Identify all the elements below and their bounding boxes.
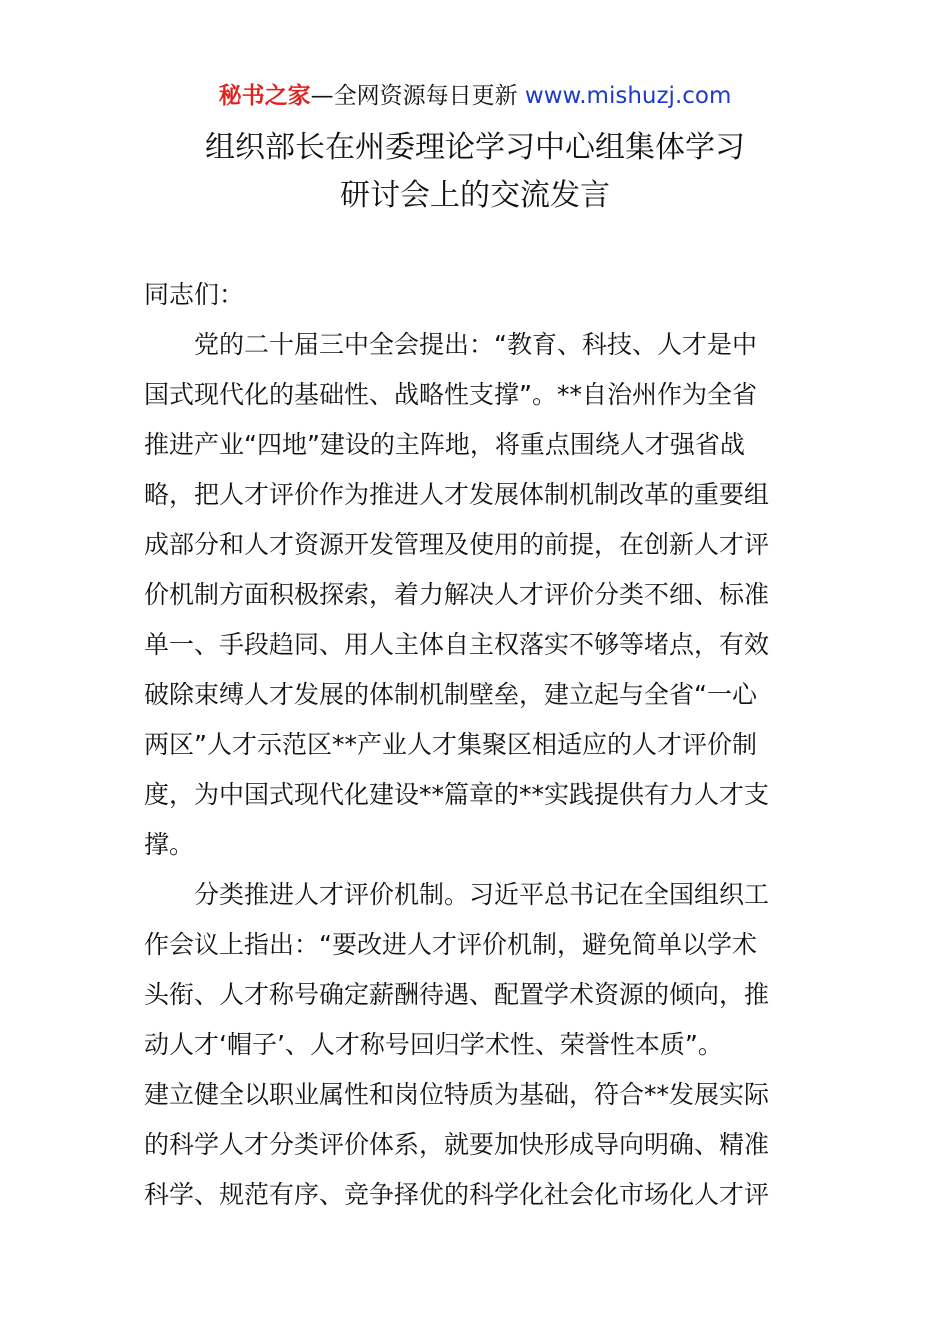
paragraph-line: 单一、手段趋同、用人主体自主权落实不够等堵点，有效: [144, 630, 770, 659]
paragraph-line: 成部分和人才资源开发管理及使用的前提，在创新人才评: [144, 530, 770, 559]
paragraph-2: [144, 870, 809, 1220]
greeting-text: 同志们：: [144, 280, 245, 309]
site-url[interactable]: www.mishuzj.com: [524, 83, 732, 109]
paragraph-line: 撑。: [144, 830, 195, 859]
greeting: [144, 270, 809, 320]
paragraph-line: 头衔、人才称号确定薪酬待遇、配置学术资源的倾向，推: [144, 980, 770, 1009]
paragraph-line: 作会议上指出：“要改进人才评价机制，避免简单以学术: [144, 930, 757, 959]
paragraph-line: 动人才‘帽子’、人才称号回归学术性、荣誉性本质”。: [144, 1030, 723, 1059]
paragraph-line: 两区”人才示范区**产业人才集聚区相适应的人才评价制: [144, 730, 757, 759]
header-tagline: —全网资源每日更新: [310, 83, 525, 109]
paragraph-line: 分类推进人才评价机制。习近平总书记在全国组织工: [144, 880, 770, 909]
paragraph-line: 略，把人才评价作为推进人才发展体制机制改革的重要组: [144, 480, 770, 509]
document-title-line-1: 组织部长在州委理论学习中心组集体学习: [205, 130, 745, 165]
paragraph-line: 破除束缚人才发展的体制机制壁垒，建立起与全省“一心: [144, 680, 757, 709]
document-title-line-2: 研讨会上的交流发言: [340, 178, 610, 213]
paragraph-line: 建立健全以职业属性和岗位特质为基础，符合**发展实际: [144, 1080, 770, 1109]
paragraph-line: 价机制方面积极探索，着力解决人才评价分类不细、标准: [144, 580, 770, 609]
paragraph-line: 国式现代化的基础性、战略性支撑”。**自治州作为全省: [144, 380, 757, 409]
site-header: [0, 80, 950, 112]
paragraph-1: [144, 320, 809, 870]
paragraph-line: 党的二十届三中全会提出：“教育、科技、人才是中: [144, 330, 757, 359]
paragraph-line: 科学、规范有序、竞争择优的科学化社会化市场化人才评: [144, 1180, 770, 1209]
brand-name: 秘书之家: [218, 83, 311, 109]
paragraph-line: 度，为中国式现代化建设**篇章的**实践提供有力人才支: [144, 780, 770, 809]
paragraph-line: 推进产业“四地”建设的主阵地，将重点围绕人才强省战: [144, 430, 745, 459]
paragraph-line: 的科学人才分类评价体系，就要加快形成导向明确、精准: [144, 1130, 770, 1159]
